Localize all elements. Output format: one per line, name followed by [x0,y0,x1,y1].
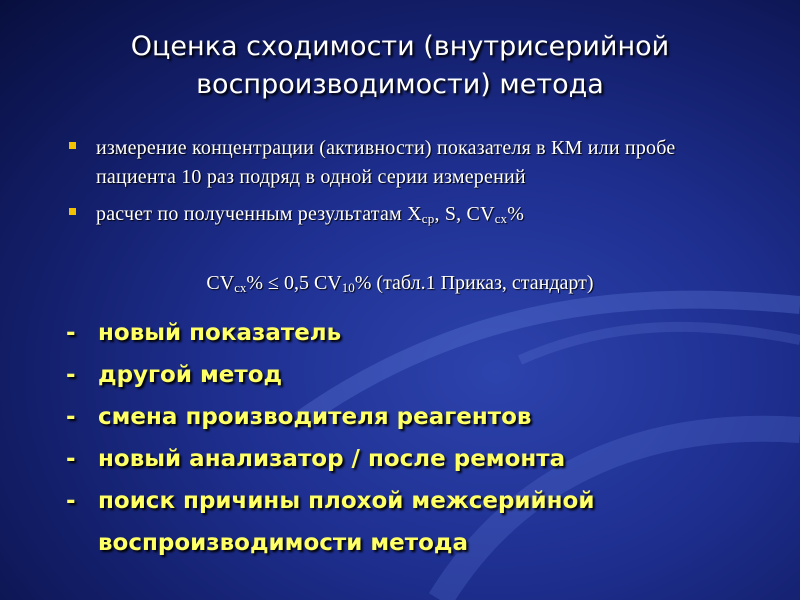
bullet-text [96,203,524,225]
bullet-item [64,134,744,192]
dash-item [66,480,766,564]
bullet-text-part: расчет по полученным результатам X [96,203,422,225]
formula-part: CV [206,272,235,294]
dash-marker: - [66,320,76,346]
dash-item [66,438,766,480]
slide-title [60,28,740,104]
formula [0,268,800,298]
square-bullet-icon [69,208,76,215]
formula-subscript: 10 [341,280,355,295]
dash-marker: - [66,446,76,472]
formula-subscript: сх [234,280,247,295]
dash-item [66,312,766,354]
title-line-2: воспроизводимости) метода [196,69,604,100]
square-bullet-icon [69,142,76,149]
bullet-text: измерение концентрации (активности) показателя в КМ или пробе пациента 10 раз подряд в одной серии измерений [96,137,676,188]
dash-marker: - [66,362,76,388]
bullet-text-part: , S, CV [434,203,495,225]
bullet-text-part: % [507,203,525,225]
bullet-item [64,200,744,229]
dash-item [66,354,766,396]
dash-item-text: другой метод [98,362,283,388]
dash-marker: - [66,404,76,430]
dash-list [66,312,766,564]
dash-item-text: новый анализатор / после ремонта [98,446,566,472]
dash-item-text: новый показатель [98,320,342,346]
dash-marker: - [66,488,76,514]
subscript: ср [421,211,435,226]
formula-part: % (табл.1 Приказ, стандарт) [354,272,594,294]
bullet-list [64,134,744,237]
dash-item [66,396,766,438]
title-line-1: Оценка сходимости (внутрисерийной [130,31,670,62]
dash-item-text: смена производителя реагентов [98,404,532,430]
subscript: сх [494,211,508,226]
dash-item-text: поиск причины плохой межсерийной воспроизводимости метода [98,488,595,556]
formula-part: % ≤ 0,5 CV [246,272,342,294]
